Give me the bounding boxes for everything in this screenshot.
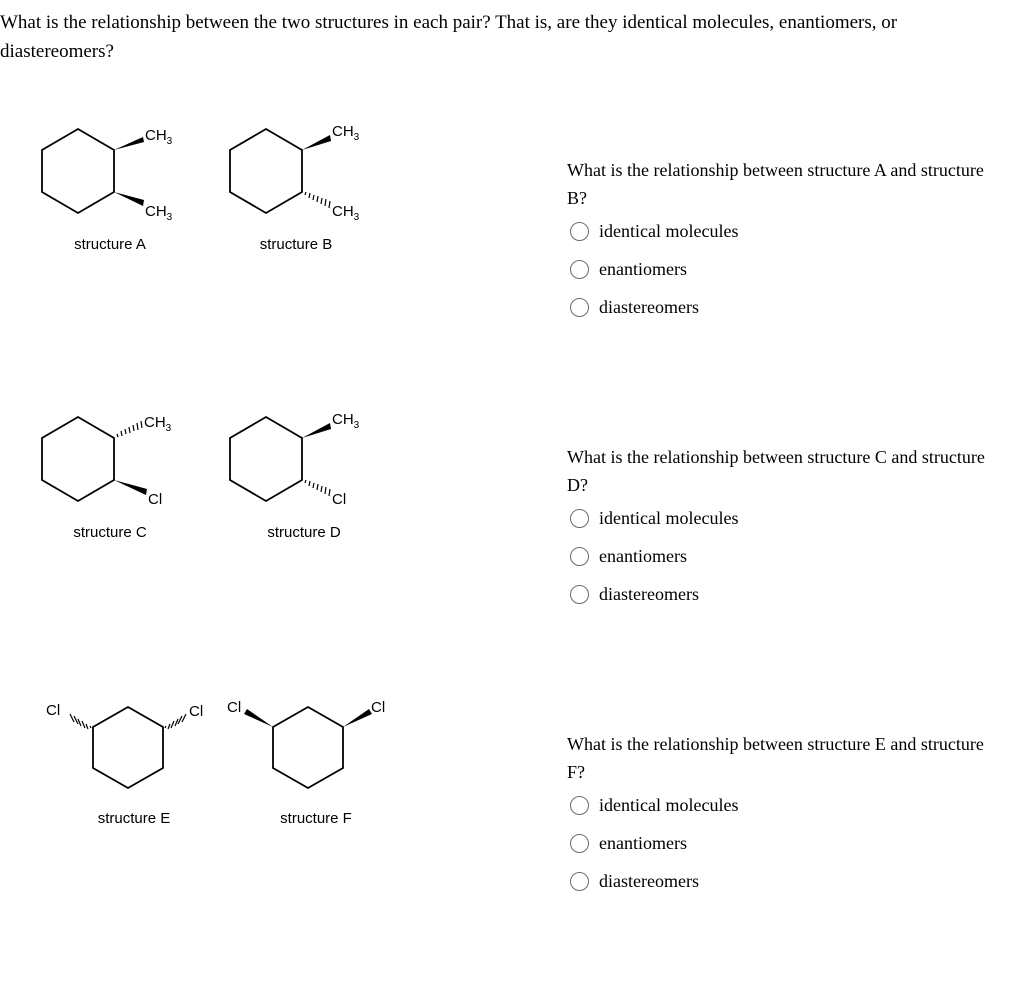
option-label: identical molecules (599, 507, 739, 528)
radio-button[interactable] (570, 547, 589, 566)
structure-c (42, 414, 172, 541)
structure-label: structure C (73, 524, 147, 541)
cyclohexane-ring (42, 417, 114, 501)
option-identical-molecules[interactable] (567, 499, 987, 537)
question-prompt: What is the relationship between the two structures in each pair? That is, are they identical molecules, enantiomers, or diastereomers? (0, 12, 898, 62)
hash-bond (117, 421, 142, 437)
structure-label: structure F (280, 810, 352, 827)
option-enantiomers[interactable] (567, 537, 987, 575)
question-ab-text: What is the relationship between structure A and structure B? (567, 160, 984, 208)
option-label: diastereomers (599, 870, 699, 891)
option-diastereomers[interactable] (567, 288, 987, 326)
hash-bond (70, 714, 91, 729)
option-label: enantiomers (599, 258, 687, 279)
option-label: diastereomers (599, 583, 699, 604)
cyclohexane-ring (93, 707, 163, 788)
structure-label: structure D (267, 524, 341, 541)
methyl-group: $CH_3$ (332, 203, 360, 223)
chloro-group: Cl (371, 699, 386, 716)
structure-f (227, 699, 385, 827)
structure-label: structure E (97, 810, 171, 827)
structure-label: structure A (74, 236, 146, 253)
option-label: identical molecules (599, 794, 739, 815)
question-ef (567, 730, 987, 900)
radio-button[interactable] (570, 260, 589, 279)
option-enantiomers[interactable] (567, 824, 987, 862)
wedge-bond (302, 135, 331, 150)
radio-button[interactable] (570, 298, 589, 317)
wedge-bond (244, 709, 273, 727)
chloro-group: Cl (46, 702, 61, 719)
question-ab (567, 156, 987, 326)
cyclohexane-ring (273, 707, 343, 788)
wedge-bond (302, 423, 331, 438)
wedge-bond (343, 709, 372, 727)
structure-label: structure B (259, 236, 333, 253)
hash-bond (165, 714, 186, 729)
option-label: diastereomers (599, 296, 699, 317)
hash-bond (305, 192, 330, 208)
structure-b (230, 123, 360, 253)
radio-button[interactable] (570, 509, 589, 528)
radio-button[interactable] (570, 796, 589, 815)
structure-d (230, 411, 360, 541)
option-label: enantiomers (599, 545, 687, 566)
chloro-group: Cl (227, 699, 242, 716)
wedge-bond (114, 137, 144, 150)
option-label: enantiomers (599, 832, 687, 853)
radio-button[interactable] (570, 222, 589, 241)
option-identical-molecules[interactable] (567, 786, 987, 824)
cyclohexane-ring (230, 417, 302, 501)
hash-bond (305, 480, 330, 496)
option-identical-molecules[interactable] (567, 212, 987, 250)
cyclohexane-ring (230, 129, 302, 213)
methyl-group: $CH_3$ (144, 414, 172, 434)
radio-button[interactable] (570, 834, 589, 853)
structure-a (42, 127, 173, 253)
option-enantiomers[interactable] (567, 250, 987, 288)
question-cd-text: What is the relationship between structure C and structure D? (567, 447, 985, 495)
radio-button[interactable] (570, 585, 589, 604)
option-label: identical molecules (599, 220, 739, 241)
methyl-group: $CH_3$ (332, 123, 360, 143)
wedge-bond (114, 192, 144, 206)
question-cd (567, 443, 987, 613)
methyl-group: $CH_3$ (145, 203, 173, 223)
chloro-group: Cl (148, 491, 163, 508)
cyclohexane-ring (42, 129, 114, 213)
chloro-group: Cl (332, 491, 347, 508)
radio-button[interactable] (570, 872, 589, 891)
structure-e (46, 702, 203, 827)
question-ef-text: What is the relationship between structure E and structure F? (567, 734, 984, 782)
methyl-group: $CH_3$ (332, 411, 360, 431)
chloro-group: Cl (189, 703, 204, 720)
wedge-bond (114, 480, 147, 495)
option-diastereomers[interactable] (567, 575, 987, 613)
option-diastereomers[interactable] (567, 862, 987, 900)
methyl-group: $CH_3$ (145, 127, 173, 147)
